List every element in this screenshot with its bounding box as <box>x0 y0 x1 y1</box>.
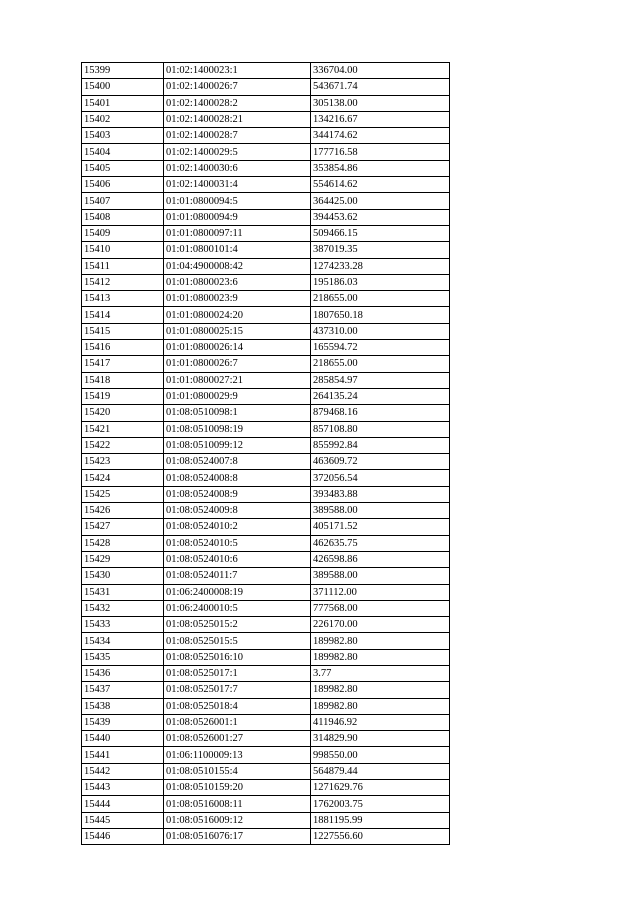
value-cell: 344174.62 <box>311 128 450 144</box>
row-number-cell: 15405 <box>82 160 164 176</box>
table-row <box>82 617 450 633</box>
value-cell: 387019.35 <box>311 242 450 258</box>
cadastral-number-cell: 01:08:0510155:4 <box>164 763 311 779</box>
row-number-cell: 15435 <box>82 649 164 665</box>
row-number-cell: 15446 <box>82 828 164 844</box>
cadastral-number-cell: 01:08:0524007:8 <box>164 454 311 470</box>
value-cell: 1881195.99 <box>311 812 450 828</box>
table-row <box>82 307 450 323</box>
cadastral-number-cell: 01:08:0516008:11 <box>164 796 311 812</box>
table-row <box>82 519 450 535</box>
cadastral-number-cell: 01:08:0510098:19 <box>164 421 311 437</box>
row-number-cell: 15415 <box>82 323 164 339</box>
table-row <box>82 470 450 486</box>
table-row <box>82 812 450 828</box>
table-row <box>82 225 450 241</box>
row-number-cell: 15426 <box>82 503 164 519</box>
value-cell: 394453.62 <box>311 209 450 225</box>
table-row <box>82 128 450 144</box>
value-cell: 411946.92 <box>311 714 450 730</box>
row-number-cell: 15411 <box>82 258 164 274</box>
table-row <box>82 551 450 567</box>
table-row <box>82 535 450 551</box>
value-cell: 3.77 <box>311 665 450 681</box>
value-cell: 437310.00 <box>311 323 450 339</box>
row-number-cell: 15424 <box>82 470 164 486</box>
table-row <box>82 340 450 356</box>
value-cell: 393483.88 <box>311 486 450 502</box>
cadastral-number-cell: 01:02:1400028:2 <box>164 95 311 111</box>
row-number-cell: 15408 <box>82 209 164 225</box>
row-number-cell: 15428 <box>82 535 164 551</box>
table-row <box>82 274 450 290</box>
value-cell: 218655.00 <box>311 356 450 372</box>
cadastral-number-cell: 01:08:0524010:6 <box>164 551 311 567</box>
cadastral-number-cell: 01:04:4900008:42 <box>164 258 311 274</box>
cadastral-number-cell: 01:02:1400029:5 <box>164 144 311 160</box>
cadastral-number-cell: 01:01:0800027:21 <box>164 372 311 388</box>
row-number-cell: 15432 <box>82 600 164 616</box>
value-cell: 1271629.76 <box>311 780 450 796</box>
table-row <box>82 421 450 437</box>
cadastral-number-cell: 01:08:0510099:12 <box>164 437 311 453</box>
table-row <box>82 63 450 79</box>
row-number-cell: 15444 <box>82 796 164 812</box>
table-row <box>82 763 450 779</box>
row-number-cell: 15440 <box>82 731 164 747</box>
row-number-cell: 15413 <box>82 291 164 307</box>
cadastral-number-cell: 01:02:1400028:21 <box>164 111 311 127</box>
table-row <box>82 79 450 95</box>
value-cell: 336704.00 <box>311 63 450 79</box>
cadastral-number-cell: 01:08:0525015:2 <box>164 617 311 633</box>
table-row <box>82 747 450 763</box>
cadastral-number-cell: 01:08:0524009:8 <box>164 503 311 519</box>
cadastral-number-cell: 01:08:0525017:1 <box>164 665 311 681</box>
row-number-cell: 15404 <box>82 144 164 160</box>
table-row <box>82 600 450 616</box>
row-number-cell: 15416 <box>82 340 164 356</box>
table-row <box>82 698 450 714</box>
row-number-cell: 15421 <box>82 421 164 437</box>
row-number-cell: 15438 <box>82 698 164 714</box>
value-cell: 305138.00 <box>311 95 450 111</box>
cadastral-number-cell: 01:08:0525016:10 <box>164 649 311 665</box>
cadastral-number-cell: 01:01:0800094:5 <box>164 193 311 209</box>
row-number-cell: 15436 <box>82 665 164 681</box>
row-number-cell: 15409 <box>82 225 164 241</box>
row-number-cell: 15422 <box>82 437 164 453</box>
value-cell: 389588.00 <box>311 503 450 519</box>
table-body <box>82 63 450 845</box>
table-row <box>82 682 450 698</box>
value-cell: 879468.16 <box>311 405 450 421</box>
table-row <box>82 405 450 421</box>
cadastral-number-cell: 01:08:0526001:1 <box>164 714 311 730</box>
table-row <box>82 731 450 747</box>
row-number-cell: 15417 <box>82 356 164 372</box>
table-row <box>82 486 450 502</box>
table-row <box>82 144 450 160</box>
row-number-cell: 15399 <box>82 63 164 79</box>
value-cell: 189982.80 <box>311 649 450 665</box>
cadastral-number-cell: 01:06:2400008:19 <box>164 584 311 600</box>
table-row <box>82 633 450 649</box>
value-cell: 1807650.18 <box>311 307 450 323</box>
cadastral-number-cell: 01:08:0516009:12 <box>164 812 311 828</box>
table-row <box>82 388 450 404</box>
table-row <box>82 193 450 209</box>
value-cell: 1227556.60 <box>311 828 450 844</box>
cadastral-number-cell: 01:02:1400028:7 <box>164 128 311 144</box>
table-row <box>82 796 450 812</box>
row-number-cell: 15430 <box>82 568 164 584</box>
row-number-cell: 15423 <box>82 454 164 470</box>
cadastral-number-cell: 01:08:0525015:5 <box>164 633 311 649</box>
cadastral-number-cell: 01:08:0524008:8 <box>164 470 311 486</box>
table-row <box>82 714 450 730</box>
row-number-cell: 15407 <box>82 193 164 209</box>
table-row <box>82 323 450 339</box>
value-cell: 314829.90 <box>311 731 450 747</box>
table-row <box>82 242 450 258</box>
table-row <box>82 584 450 600</box>
table-row <box>82 372 450 388</box>
value-cell: 364425.00 <box>311 193 450 209</box>
value-cell: 371112.00 <box>311 584 450 600</box>
value-cell: 189982.80 <box>311 633 450 649</box>
cadastral-number-cell: 01:01:0800029:9 <box>164 388 311 404</box>
cadastral-number-cell: 01:02:1400023:1 <box>164 63 311 79</box>
row-number-cell: 15412 <box>82 274 164 290</box>
cadastral-number-cell: 01:08:0525018:4 <box>164 698 311 714</box>
value-cell: 564879.44 <box>311 763 450 779</box>
cadastral-number-cell: 01:01:0800025:15 <box>164 323 311 339</box>
value-cell: 998550.00 <box>311 747 450 763</box>
table-row <box>82 828 450 844</box>
row-number-cell: 15401 <box>82 95 164 111</box>
table-row <box>82 437 450 453</box>
value-cell: 134216.67 <box>311 111 450 127</box>
row-number-cell: 15403 <box>82 128 164 144</box>
value-cell: 462635.75 <box>311 535 450 551</box>
value-cell: 426598.86 <box>311 551 450 567</box>
value-cell: 405171.52 <box>311 519 450 535</box>
value-cell: 165594.72 <box>311 340 450 356</box>
cadastral-number-cell: 01:06:2400010:5 <box>164 600 311 616</box>
cadastral-number-cell: 01:02:1400026:7 <box>164 79 311 95</box>
value-cell: 285854.97 <box>311 372 450 388</box>
cadastral-number-cell: 01:02:1400030:6 <box>164 160 311 176</box>
cadastral-number-cell: 01:08:0524010:2 <box>164 519 311 535</box>
table-row <box>82 258 450 274</box>
cadastral-number-cell: 01:01:0800026:7 <box>164 356 311 372</box>
row-number-cell: 15420 <box>82 405 164 421</box>
value-cell: 777568.00 <box>311 600 450 616</box>
value-cell: 189982.80 <box>311 682 450 698</box>
value-cell: 218655.00 <box>311 291 450 307</box>
cadastral-number-cell: 01:01:0800023:6 <box>164 274 311 290</box>
row-number-cell: 15433 <box>82 617 164 633</box>
cadastral-number-cell: 01:08:0524010:5 <box>164 535 311 551</box>
table-row <box>82 665 450 681</box>
cadastral-number-cell: 01:08:0510159:20 <box>164 780 311 796</box>
cadastral-number-cell: 01:08:0510098:1 <box>164 405 311 421</box>
table-row <box>82 160 450 176</box>
value-cell: 195186.03 <box>311 274 450 290</box>
row-number-cell: 15442 <box>82 763 164 779</box>
row-number-cell: 15431 <box>82 584 164 600</box>
cadastral-number-cell: 01:01:0800101:4 <box>164 242 311 258</box>
row-number-cell: 15418 <box>82 372 164 388</box>
table-row <box>82 291 450 307</box>
value-cell: 855992.84 <box>311 437 450 453</box>
value-cell: 857108.80 <box>311 421 450 437</box>
cadastral-number-cell: 01:01:0800023:9 <box>164 291 311 307</box>
row-number-cell: 15402 <box>82 111 164 127</box>
cadastral-number-cell: 01:08:0526001:27 <box>164 731 311 747</box>
cadastral-number-cell: 01:02:1400031:4 <box>164 177 311 193</box>
row-number-cell: 15445 <box>82 812 164 828</box>
row-number-cell: 15439 <box>82 714 164 730</box>
table-row <box>82 568 450 584</box>
value-cell: 353854.86 <box>311 160 450 176</box>
value-cell: 189982.80 <box>311 698 450 714</box>
table-row <box>82 454 450 470</box>
row-number-cell: 15429 <box>82 551 164 567</box>
row-number-cell: 15434 <box>82 633 164 649</box>
table-row <box>82 95 450 111</box>
row-number-cell: 15414 <box>82 307 164 323</box>
cadastral-number-cell: 01:01:0800094:9 <box>164 209 311 225</box>
row-number-cell: 15406 <box>82 177 164 193</box>
value-cell: 554614.62 <box>311 177 450 193</box>
value-cell: 1274233.28 <box>311 258 450 274</box>
table-row <box>82 177 450 193</box>
cadastral-number-cell: 01:01:0800097:11 <box>164 225 311 241</box>
data-table <box>81 62 450 845</box>
value-cell: 463609.72 <box>311 454 450 470</box>
row-number-cell: 15400 <box>82 79 164 95</box>
value-cell: 509466.15 <box>311 225 450 241</box>
cadastral-number-cell: 01:08:0516076:17 <box>164 828 311 844</box>
table-row <box>82 209 450 225</box>
row-number-cell: 15437 <box>82 682 164 698</box>
value-cell: 177716.58 <box>311 144 450 160</box>
table-row <box>82 503 450 519</box>
value-cell: 1762003.75 <box>311 796 450 812</box>
value-cell: 372056.54 <box>311 470 450 486</box>
cadastral-number-cell: 01:08:0524008:9 <box>164 486 311 502</box>
table-row <box>82 649 450 665</box>
row-number-cell: 15425 <box>82 486 164 502</box>
cadastral-number-cell: 01:08:0524011:7 <box>164 568 311 584</box>
value-cell: 264135.24 <box>311 388 450 404</box>
row-number-cell: 15427 <box>82 519 164 535</box>
row-number-cell: 15419 <box>82 388 164 404</box>
row-number-cell: 15441 <box>82 747 164 763</box>
value-cell: 389588.00 <box>311 568 450 584</box>
row-number-cell: 15443 <box>82 780 164 796</box>
table-row <box>82 356 450 372</box>
cadastral-number-cell: 01:06:1100009:13 <box>164 747 311 763</box>
table-row <box>82 780 450 796</box>
value-cell: 543671.74 <box>311 79 450 95</box>
row-number-cell: 15410 <box>82 242 164 258</box>
value-cell: 226170.00 <box>311 617 450 633</box>
cadastral-number-cell: 01:01:0800024:20 <box>164 307 311 323</box>
cadastral-number-cell: 01:08:0525017:7 <box>164 682 311 698</box>
table-row <box>82 111 450 127</box>
cadastral-number-cell: 01:01:0800026:14 <box>164 340 311 356</box>
